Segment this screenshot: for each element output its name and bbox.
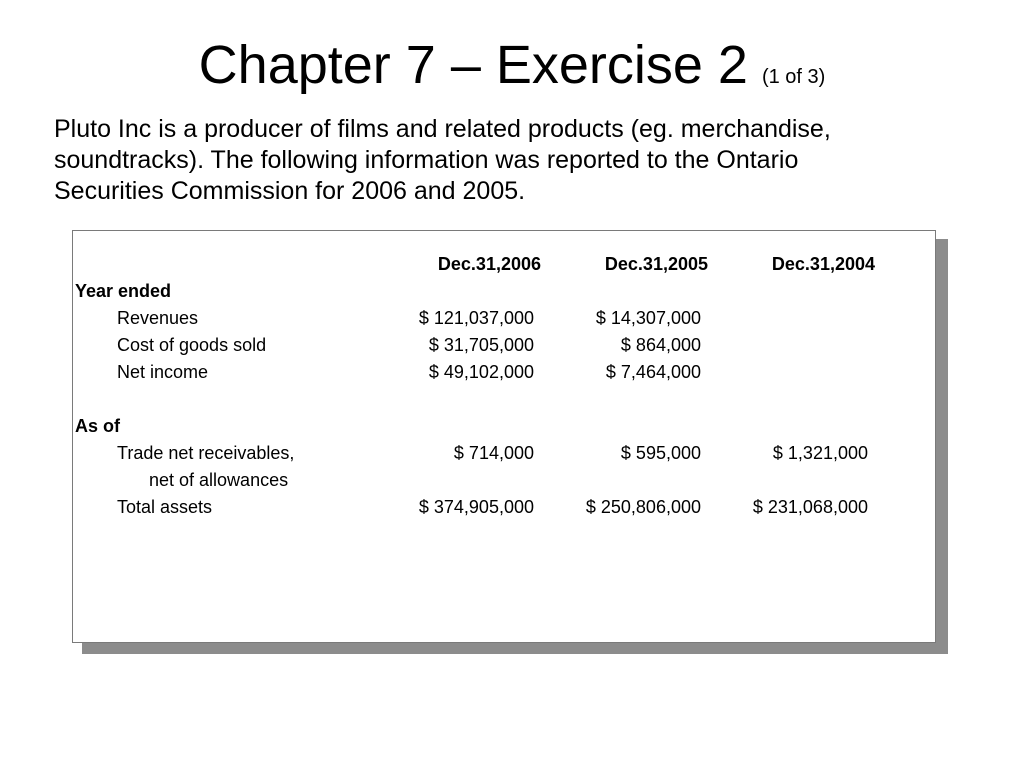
intro-line: Securities Commission for 2006 and 2005. [54,177,526,205]
row-label-total-assets: Total assets [117,497,213,517]
section-label-as-of: As of [75,416,120,436]
table-cell: $ 864,000 [620,335,701,355]
table-cell: $ 231,068,000 [752,497,868,517]
row-sublabel-net-of-allowances: net of allowances [149,470,289,490]
section-label-year-ended: Year ended [75,281,172,301]
table-cell: $ 595,000 [620,443,701,463]
table-cell: $ 14,307,000 [595,308,701,328]
table-cell: $ 49,102,000 [428,362,534,382]
intro-line: Pluto Inc is a producer of films and related products (eg. merchandise, [54,115,831,143]
row-label-net-income: Net income [117,362,209,382]
intro-line: soundtracks). The following information was reported to the Ontario [54,146,799,174]
slide-title [0,35,1024,95]
table-cell: $ 714,000 [453,443,534,463]
title-page-indicator: (1 of 3) [761,66,826,88]
title-main: Chapter 7 – Exercise 2 [198,35,748,95]
column-header-2006: Dec.31,2006 [437,254,541,274]
row-label-cost-of-goods-sold: Cost of goods sold [117,335,267,355]
column-header-2005: Dec.31,2005 [604,254,708,274]
table-cell: $ 1,321,000 [772,443,868,463]
table-cell: $ 7,464,000 [605,362,701,382]
row-label-trade-net-receivables: Trade net receivables, [117,443,295,463]
financial-table [72,230,936,643]
row-label-revenues: Revenues [117,308,199,328]
table-cell: $ 121,037,000 [418,308,534,328]
table-cell: $ 374,905,000 [418,497,534,517]
column-header-2004: Dec.31,2004 [771,254,875,274]
table-cell: $ 250,806,000 [585,497,701,517]
table-cell: $ 31,705,000 [428,335,534,355]
intro-paragraph [54,114,984,207]
